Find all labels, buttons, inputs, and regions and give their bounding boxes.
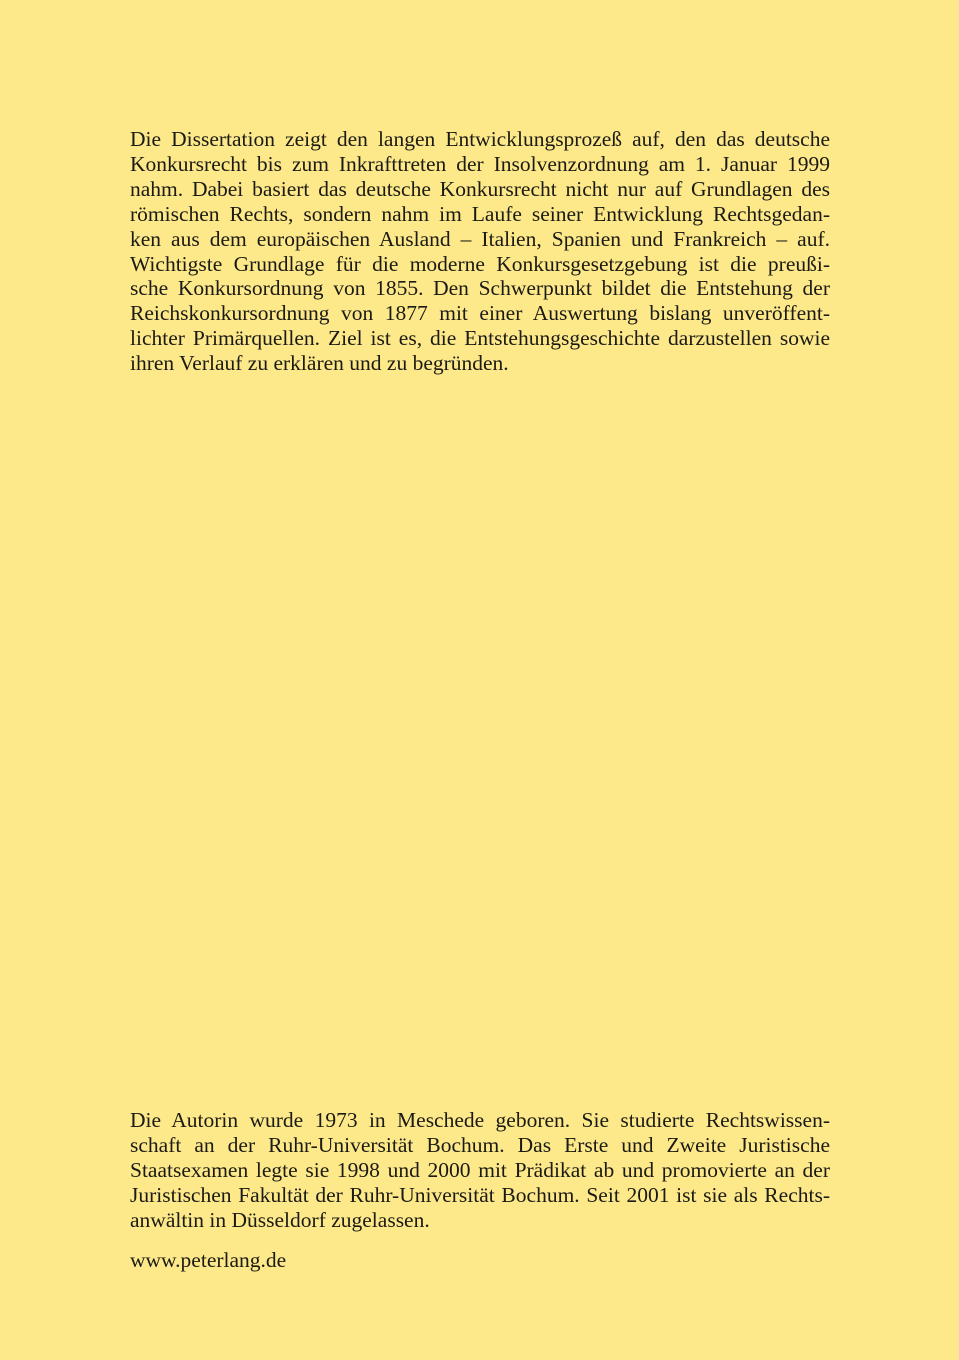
abstract-line: Die Dissertation zeigt den langen Entwicklungsprozeß auf, den das deutsche	[130, 127, 830, 151]
abstract-line: nahm. Dabei basiert das deutsche Konkursrecht nicht nur auf Grundlagen des	[130, 176, 830, 201]
abstract-line: Konkursrecht bis zum Inkrafttreten der Insolvenzordnung am 1. Januar 1999	[130, 151, 830, 176]
abstract-line: Reichskonkursordnung von 1877 mit einer Auswertung bislang unveröffent-	[130, 301, 830, 326]
abstract-line: ihren Verlauf zu erklären und zu begründen.	[130, 351, 509, 376]
abstract-paragraph	[130, 127, 830, 376]
author-bio-line: anwältin in Düsseldorf zugelassen.	[130, 1207, 430, 1232]
abstract-line: lichter Primärquellen. Ziel ist es, die Entstehungsgeschichte darzustellen sowie	[130, 326, 830, 351]
publisher-website: www.peterlang.de	[130, 1248, 287, 1272]
abstract-line: ken aus dem europäischen Ausland – Italien, Spanien und Frankreich – auf.	[130, 226, 830, 251]
abstract-line: sche Konkursordnung von 1855. Den Schwerpunkt bildet die Entstehung der	[130, 276, 830, 301]
author-bio-line: Die Autorin wurde 1973 in Meschede geboren. Sie studierte Rechtswissen-	[130, 1108, 830, 1132]
author-bio-line: schaft an der Ruhr-Universität Bochum. Das Erste und Zweite Juristische	[130, 1132, 830, 1157]
abstract-line: Wichtigste Grundlage für die moderne Konkursgesetzgebung ist die preußi-	[130, 251, 830, 276]
author-bio-line: Staatsexamen legte sie 1998 und 2000 mit Prädikat ab und promovierte an der	[130, 1157, 830, 1182]
author-bio-paragraph	[130, 1108, 830, 1233]
abstract-line: römischen Rechts, sondern nahm im Laufe seiner Entwicklung Rechtsgedan-	[130, 201, 830, 226]
author-bio-line: Juristischen Fakultät der Ruhr-Universität Bochum. Seit 2001 ist sie als Rechts-	[130, 1182, 830, 1207]
